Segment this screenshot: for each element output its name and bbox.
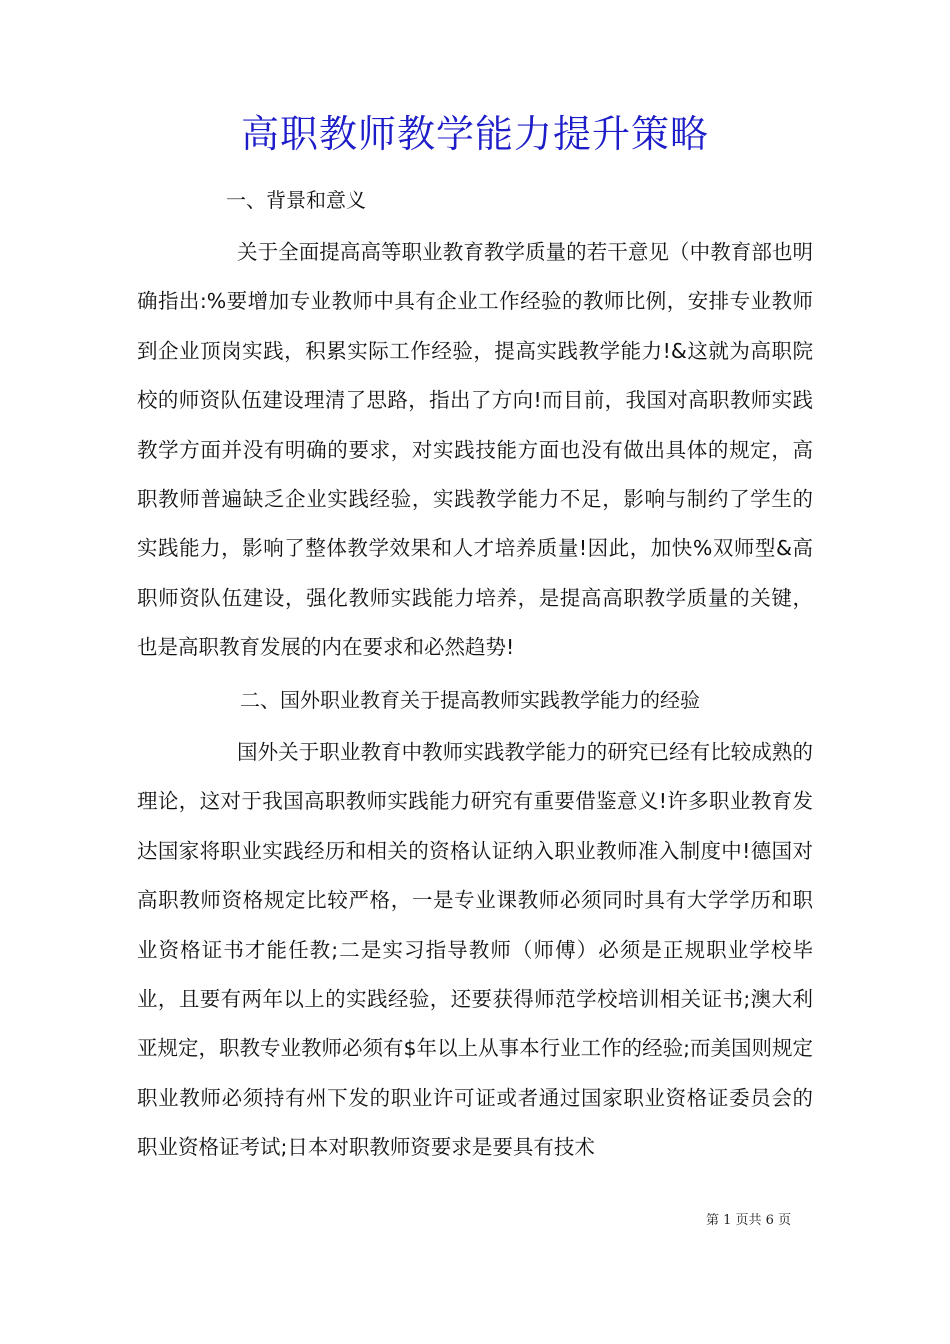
page-footer: 第 1 页共 6 页 [706,1213,792,1228]
document-title: 高职教师教学能力提升策略 [240,112,709,156]
paragraph-foreign-experience: 国外关于职业教育中教师实践教学能力的研究已经有比较成熟的理论，这对于我国高职教师实践能力研究有重要借鉴意义!许多职业教育发达国家将职业实践经历和相关的资格认证纳入职业教师准入制度中!德国对高职教师资格规定比较严格，一是专业课教师必须同时具有大学学历和职业资格证书才能任教;二是实习指导教师（师傅）必须是正规职业学校毕业，且要有两年以上的实践经验，还要获得师范学校培训相关证书;澳大利亚规定，职教专业教师必须有$年以上从事本行业工作的经验;而美国则规定职业教师必须持有州下发的职业许可证或者通过国家职业资格证委员会的职业资格证考试;日本对职教师资要求是要具有技术 [137,740,813,1160]
paragraph-background: 关于全面提高高等职业教育教学质量的若干意见（中教育部也明确指出:%要增加专业教师中具有企业工作经验的教师比例，安排专业教师到企业顶岗实践，积累实际工作经验，提高实践教学能力!&这就为高职院校的师资队伍建设理清了思路，指出了方向!而目前，我国对高职教师实践教学方面并没有明确的要求，对实践技能方面也没有做出具体的规定，高职教师普遍缺乏企业实践经验，实践教学能力不足，影响与制约了学生的实践能力，影响了整体教学效果和人才培养质量!因此，加快%双师型&高职师资队伍建设，强化教师实践能力培养，是提高高职教学质量的关键，也是高职教育发展的内在要求和必然趋势! [137,240,813,660]
section-heading-foreign-experience: 二、国外职业教育关于提高教师实践教学能力的经验 [240,688,700,712]
section-heading-background: 一、背景和意义 [226,188,366,212]
